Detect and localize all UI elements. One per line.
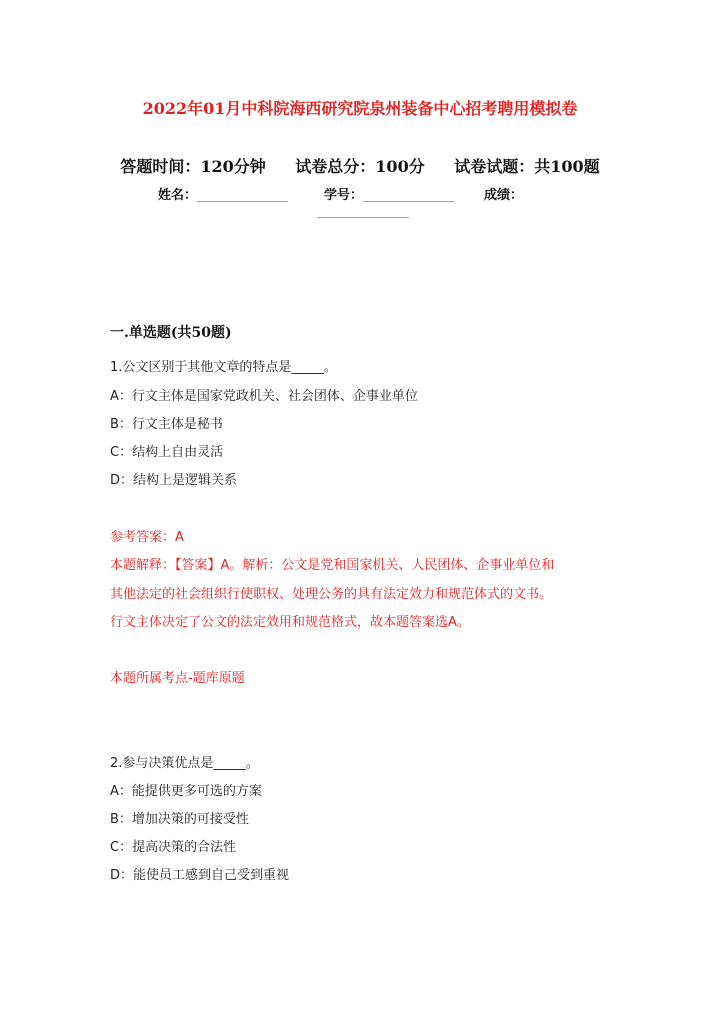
total-questions: 试卷试题：共100题 (454, 157, 600, 176)
question-1-explanation-line-2: 其他法定的社会组织行使职权、处理公务的具有法定效力和规范体式的文书。 (110, 587, 553, 602)
question-2-option-a: A：能提供更多可选的方案 (110, 784, 262, 799)
question-1-explanation-line-3: 行文主体决定了公文的法定效用和规范格式，故本题答案选A。 (110, 615, 470, 630)
question-1-option-c: C：结构上自由灵活 (110, 445, 224, 460)
id-blank: ______________ (363, 188, 455, 203)
id-label: 学号： (324, 188, 364, 203)
exam-time: 答题时间：120分钟 (120, 157, 266, 176)
question-1-option-b: B：行文主体是秘书 (110, 417, 223, 432)
question-2-stem: 2.参与决策优点是_____。 (110, 756, 259, 771)
question-2-option-d: D：能使员工感到自己受到重视 (110, 868, 290, 883)
exam-meta-row (0, 154, 720, 177)
section-heading: 一.单选题(共50题) (110, 325, 232, 341)
score-label: 成绩： (484, 188, 524, 203)
name-blank: ______________ (197, 188, 289, 203)
question-1-option-a: A：行文主体是国家党政机关、社会团体、企事业单位 (110, 389, 418, 404)
total-score: 试卷总分：100分 (295, 157, 425, 176)
student-info-row (158, 184, 523, 203)
score-blank: ______________ (318, 204, 409, 219)
name-label: 姓名： (158, 188, 198, 203)
question-1-answer: 参考答案：A (110, 530, 184, 545)
exam-title: 2022年01月中科院海西研究院泉州装备中心招考聘用模拟卷 (142, 99, 578, 118)
question-2-option-c: C：提高决策的合法性 (110, 840, 237, 855)
question-1-source: 本题所属考点-题库原题 (110, 671, 245, 686)
question-1-option-d: D：结构上是逻辑关系 (110, 473, 238, 488)
question-1-explanation-line-1: 本题解释：【答案】A。解析：公文是党和国家机关、人民团体、企事业单位和 (110, 558, 555, 573)
question-2-option-b: B：增加决策的可接受性 (110, 812, 249, 827)
question-1-stem: 1.公文区别于其他文章的特点是_____。 (110, 360, 337, 375)
